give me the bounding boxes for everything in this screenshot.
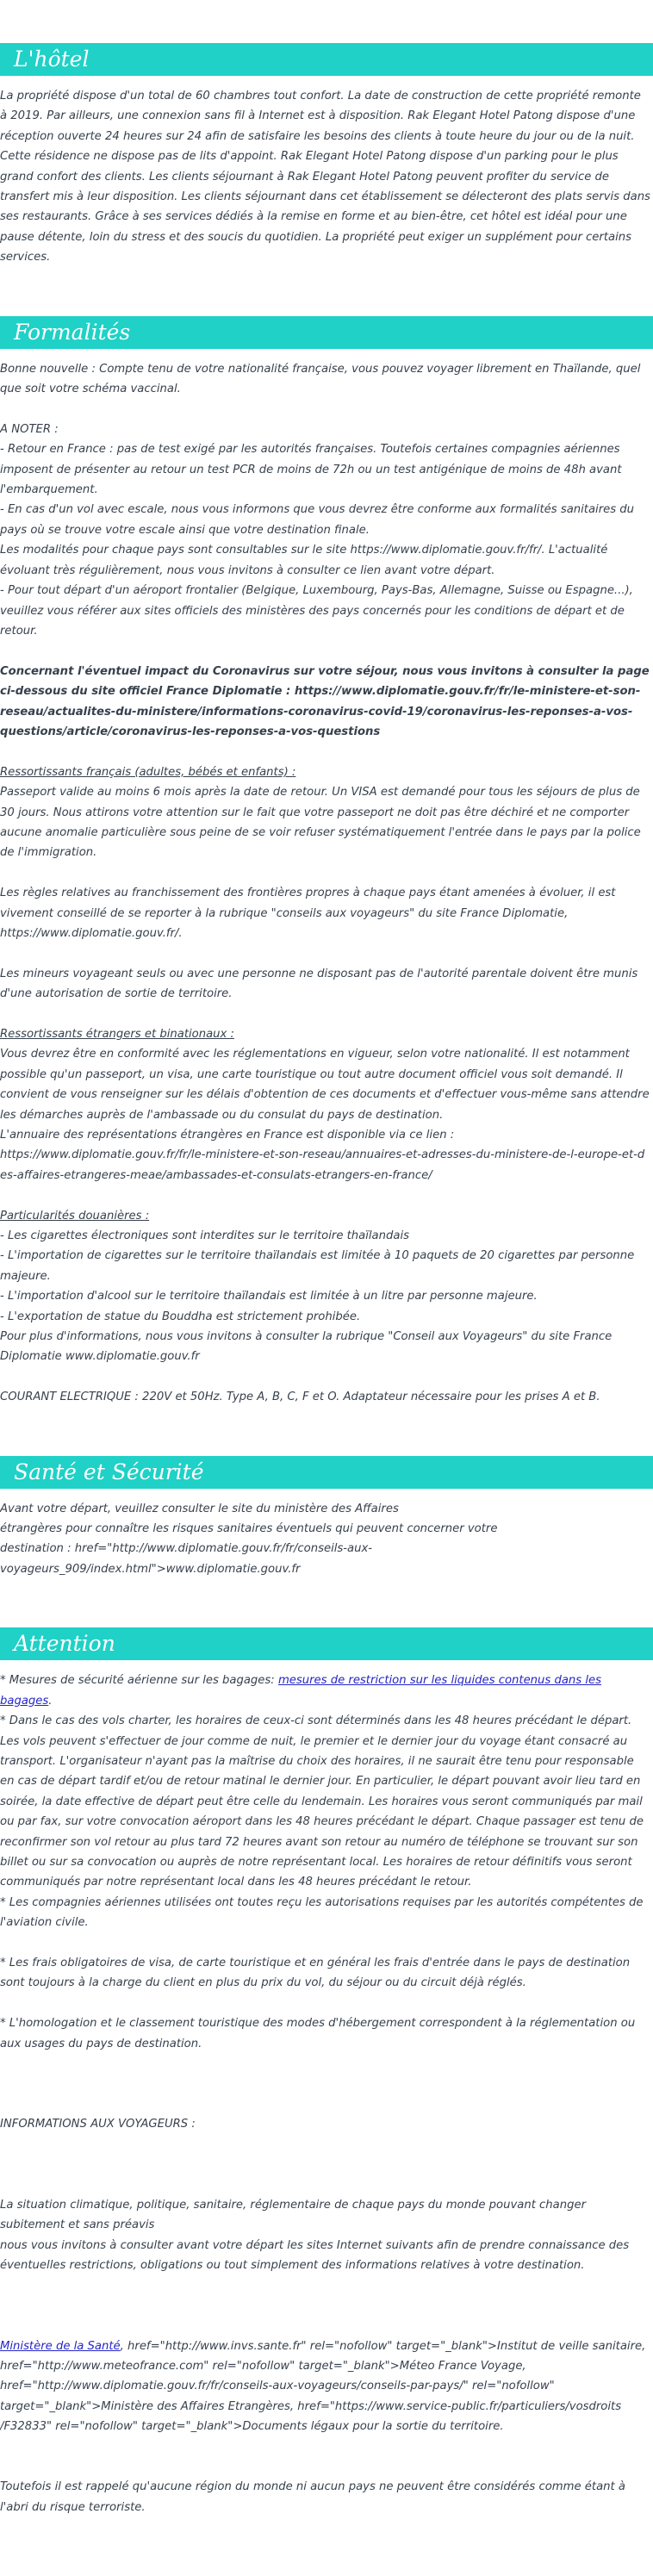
note-heading: A NOTER :	[0, 422, 59, 436]
foreign-nationals-heading: Ressortissants étrangers et binationaux :	[0, 1027, 234, 1041]
customs-item: - L'exportation de statue du Bouddha est strictement prohibée.	[0, 1310, 361, 1323]
airlines-notice: * Les compagnies aériennes utilisées ont toutes reçu les autorisations requises par les autorités compétentes de l'aviation civile.	[0, 1895, 644, 1930]
useful-links-rest: , href="http://www.invs.sante.fr" rel="nofollow" target="_blank">Institut de veille sanitaire, href="http://www.meteofrance.com" rel="nofollow" target="_blank">Méteo France Voyage, href="http://www.diplomatie.gouv.fr/fr/conseils-aux-voyageurs/conseils-par-pays/" rel="nofollow" target="_blank">Ministère des Affaires Etrangères, href="https://www.service-public.fr/particuliers/vosdroits /F32833" rel="nofollow" target="_blank">Documents légaux pour la sortie du territoire.	[0, 2339, 646, 2434]
borders-notice: Les règles relatives au franchissement des frontières propres à chaque pays étant amenées à évoluer, il est vivement conseillé de se reporter à la rubrique "conseils aux voyageurs" du site France Diplomatie, https://www.diplomatie.gouv.fr/.	[0, 887, 616, 940]
formalites-intro: Bonne nouvelle : Compte tenu de votre nationalité française, vous pouvez voyager librement en Thaïlande, quel que soit votre schéma vaccinal.	[0, 362, 641, 396]
attention-section-title: Attention	[0, 1627, 653, 1660]
customs-more-info: Pour plus d'informations, nous vous invitons à consulter la rubrique "Conseil aux Voyageurs" du site France Diplomatie www.diplomatie.gouv.fr	[0, 1330, 613, 1364]
note-modalites: Les modalités pour chaque pays sont consultables sur le site https://www.diplomatie.gouv.fr/fr/. L'actualité évoluant très régulièrement, nous vous invitons à consulter ce lien avant votre départ.	[0, 544, 608, 577]
bagages-suffix: .	[48, 1694, 53, 1708]
situation-notice-1: La situation climatique, politique, sanitaire, réglementaire de chaque pays du monde pouvant changer subitement et sans préavis	[0, 2198, 587, 2232]
sante-line: étrangères pour connaître les risques sanitaires éventuels qui peuvent concerner votre	[0, 1522, 498, 1536]
attention-section	[0, 1627, 653, 2517]
homologation-notice: * L'homologation et le classement touristique des modes d'hébergement correspondent à la réglementation ou aux usages du pays de destination.	[0, 2017, 636, 2050]
french-nationals-text: Passeport valide au moins 6 mois après la date de retour. Un VISA est demandé pour tous les séjours de plus de 30 jours. Nous attirons votre attention sur le fait que votre passeport ne doit pas être déchiré et ne comporter aucune anomalie particulière sous peine de se voir refuser systématiquement l'entrée dans le pays par la police de l'immigration.	[0, 786, 641, 860]
formalites-section-title: Formalités	[0, 316, 653, 349]
travellers-info-heading: INFORMATIONS AUX VOYAGEURS :	[0, 2118, 196, 2131]
annuaire-url: https://www.diplomatie.gouv.fr/fr/le-ministere-et-son-reseau/annuaires-et-adresses-du-ministere-de-l-europe-et-des-affaires-etrangeres-meae/ambassades-et-consulats-etrangers-en-france/	[0, 1148, 645, 1182]
french-nationals-heading: Ressortissants français (adultes, bébés et enfants) :	[0, 765, 296, 779]
note-escale: - En cas d'un vol avec escale, nous vous informons que vous devrez être conforme aux formalités sanitaires du pays où se trouve votre escale ainsi que votre destination finale.	[0, 503, 635, 537]
annuaire-text: L'annuaire des représentations étrangères en France est disponible via ce lien :	[0, 1129, 455, 1142]
hotel-section	[0, 43, 653, 268]
bagages-notice	[0, 1671, 651, 1711]
customs-item: - L'importation de cigarettes sur le territoire thaïlandais est limitée à 10 paquets de 20 cigarettes par personne majeure.	[0, 1249, 635, 1283]
minors-notice: Les mineurs voyageant seuls ou avec une personne ne disposant pas de l'autorité parentale doivent être munis d'une autorisation de sortie de territoire.	[0, 967, 638, 1001]
sante-line: destination : href="http://www.diplomatie.gouv.fr/fr/conseils-aux-voyageurs_909/index.html">www.diplomatie.gouv.fr	[0, 1542, 373, 1576]
covid-notice: Concernant l'éventuel impact du Coronavirus sur votre séjour, nous vous invitons à consulter la page ci-dessous du site officiel France Diplomatie : https://www.diplomatie.gouv.fr/fr/le-ministere-et-son-reseau/actualites-du-ministere/informations-coronavirus-covid-19/coronavirus-les-reponses-a-vos-questions/article/coronavirus-les-reponses-a-vos-questions	[0, 664, 650, 738]
sante-section-title: Santé et Sécurité	[0, 1456, 653, 1489]
liquids-restriction-link[interactable]: mesures de restriction sur les liquides contenus dans les bagages	[0, 1674, 601, 1708]
note-frontalier: - Pour tout départ d'un aéroport frontalier (Belgique, Luxembourg, Pays-Bas, Allemagne, Suisse ou Espagne...), veuillez vous référer aux sites officiels des ministères des pays concernés pour les conditions de départ et de retour.	[0, 584, 633, 638]
sante-line: Avant votre départ, veuillez consulter le site du ministère des Affaires	[0, 1502, 399, 1515]
bagages-prefix: * Mesures de sécurité aérienne sur les bagages:	[0, 1674, 278, 1688]
customs-item: - L'importation d'alcool sur le territoire thaïlandais est limitée à un litre par personne majeure.	[0, 1290, 538, 1304]
electric-current: COURANT ELECTRIQUE : 220V et 50Hz. Type A, B, C, F et O. Adaptateur nécessaire pour les prises A et B.	[0, 1391, 600, 1404]
formalites-section	[0, 316, 653, 1408]
hotel-section-title: L'hôtel	[0, 43, 653, 76]
note-retour: - Retour en France : pas de test exigé par les autorités françaises. Toutefois certaines compagnies aériennes imposent de présenter au retour un test PCR de moins de 72h ou un test antigénique de moins de 48h avant l'embarquement.	[0, 443, 622, 497]
charter-notice: * Dans le cas des vols charter, les horaires de ceux-ci sont déterminés dans les 48 heures précédant le départ. Les vols peuvent s'effectuer de jour comme de nuit, le premier et le dernier jour du voyage étant consacré au transport. L'organisateur n'ayant pas la maîtrise du choix des horaires, il ne saurait être tenu pour responsable en cas de départ tardif et/ou de retour matinal le dernier jour. En particulier, le départ pouvant avoir lieu tard en soirée, la date effective de départ peut être celle du lendemain. Les horaires vous seront communiqués par mail ou par fax, sur votre convocation aéroport dans les 48 heures précédant le départ. Chaque passager est tenu de reconfirmer son vol retour au plus tard 72 heures avant son retour au numéro de téléphone se trouvant sur son billet ou sur sa convocation ou auprès de notre représentant local. Les horaires de retour définitifs vous seront communiqués par notre représentant local dans les 48 heures précédant le retour.	[0, 1714, 644, 1889]
situation-notice-2: nous vous invitons à consulter avant votre départ les sites Internet suivants afin de prendre connaissance des éventuelles restrictions, obligations ou tout simplement des informations relatives à votre destination.	[0, 2238, 630, 2272]
ministere-sante-link[interactable]: Ministère de la Santé	[0, 2339, 121, 2353]
hotel-description: La propriété dispose d'un total de 60 chambres tout confort. La date de construction de cette propriété remonte à 2019. Par ailleurs, une connexion sans fil à Internet est à disposition. Rak Elegant Hotel Patong dispose d'une réception ouverte 24 heures sur 24 afin de satisfaire les besoins des clients à toute heure du jour ou de la nuit. Cette résidence ne dispose pas de lits d'appoint. Rak Elegant Hotel Patong dispose d'un parking pour le plus grand confort des clients. Les clients séjournant à Rak Elegant Hotel Patong peuvent profiter du service de transfert mis à leur disposition. Les clients séjournant dans cet établissement se délecteront des plats servis dans ses restaurants. Grâce à ses services dédiés à la remise en forme et au bien-être, cet hôtel est idéal pour une pause détente, loin du stress et des soucis du quotidien. La propriété peut exiger un supplément pour certains services.	[0, 90, 650, 264]
sante-section	[0, 1456, 653, 1580]
foreign-nationals-text: Vous devrez être en conformité avec les réglementations en vigueur, selon votre nationalité. Il est notamment possible qu'un passeport, un visa, une carte touristique ou tout autre document officiel vous soit demandé. Il convient de vous renseigner sur les délais d'obtention de ces documents et d'effectuer vous-même sans attendre les démarches auprès de l'ambassade ou du consulat du pays de destination.	[0, 1048, 650, 1122]
customs-heading: Particularités douanières :	[0, 1209, 150, 1223]
terror-notice: Toutefois il est rappelé qu'aucune région du monde ni aucun pays ne peuvent être considérés comme étant à l'abri du risque terroriste.	[0, 2480, 625, 2514]
customs-item: - Les cigarettes électroniques sont interdites sur le territoire thaïlandais	[0, 1229, 409, 1243]
useful-links	[0, 2336, 651, 2437]
fees-notice: * Les frais obligatoires de visa, de carte touristique et en général les frais d'entrée dans le pays de destination sont toujours à la charge du client en plus du prix du vol, du séjour ou du circuit déjà réglés.	[0, 1956, 631, 1990]
